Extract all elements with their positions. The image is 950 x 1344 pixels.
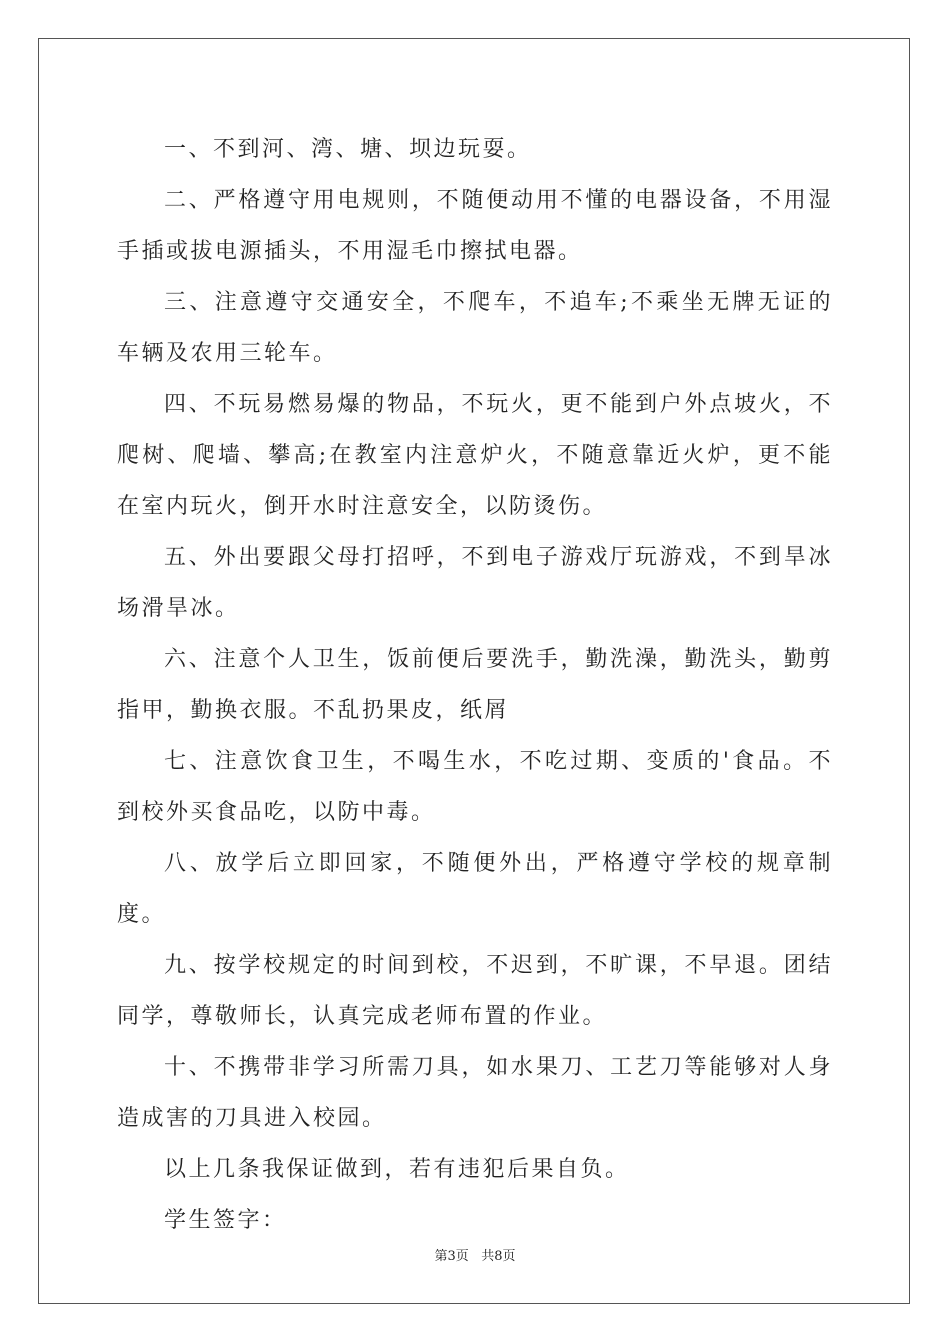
paragraph-2: 二、严格遵守用电规则，不随便动用不懂的电器设备，不用湿手插或拔电源插头，不用湿毛巾擦拭电器。 [117,188,833,264]
page-total: 共8页 [481,1249,516,1264]
signature-line: 学生签字： [164,1208,287,1233]
paragraph-4: 四、不玩易燃易爆的物品，不玩火，更不能到户外点坡火，不爬树、爬墙、攀高;在教室内注意炉火，不随意靠近火炉，更不能在室内玩火，倒开水时注意安全，以防烫伤。 [117,392,833,519]
paragraph-7: 七、注意饮食卫生，不喝生水，不吃过期、变质的'食品。不到校外买食品吃，以防中毒。 [117,749,833,825]
paragraph-10: 十、不携带非学习所需刀具，如水果刀、工艺刀等能够对人身造成害的刀具进入校园。 [117,1055,833,1131]
paragraph-1: 一、不到河、湾、塘、坝边玩耍。 [164,137,532,162]
paragraph-6: 六、注意个人卫生，饭前便后要洗手，勤洗澡，勤洗头，勤剪指甲，勤换衣服。不乱扔果皮，纸屑 [117,647,833,723]
paragraph-9: 九、按学校规定的时间到校，不迟到，不旷课，不早退。团结同学，尊敬师长，认真完成老师布置的作业。 [117,953,833,1029]
paragraph-8: 八、放学后立即回家，不随便外出，严格遵守学校的规章制度。 [117,851,833,927]
document-body [117,124,833,1246]
page-footer [0,1245,950,1264]
paragraph-5: 五、外出要跟父母打招呼，不到电子游戏厅玩游戏，不到旱冰场滑旱冰。 [117,545,833,621]
paragraph-11: 以上几条我保证做到，若有违犯后果自负。 [164,1157,630,1182]
paragraph-3: 三、注意遵守交通安全，不爬车，不追车;不乘坐无牌无证的车辆及农用三轮车。 [117,290,833,366]
page-number: 第3页 [434,1249,469,1264]
